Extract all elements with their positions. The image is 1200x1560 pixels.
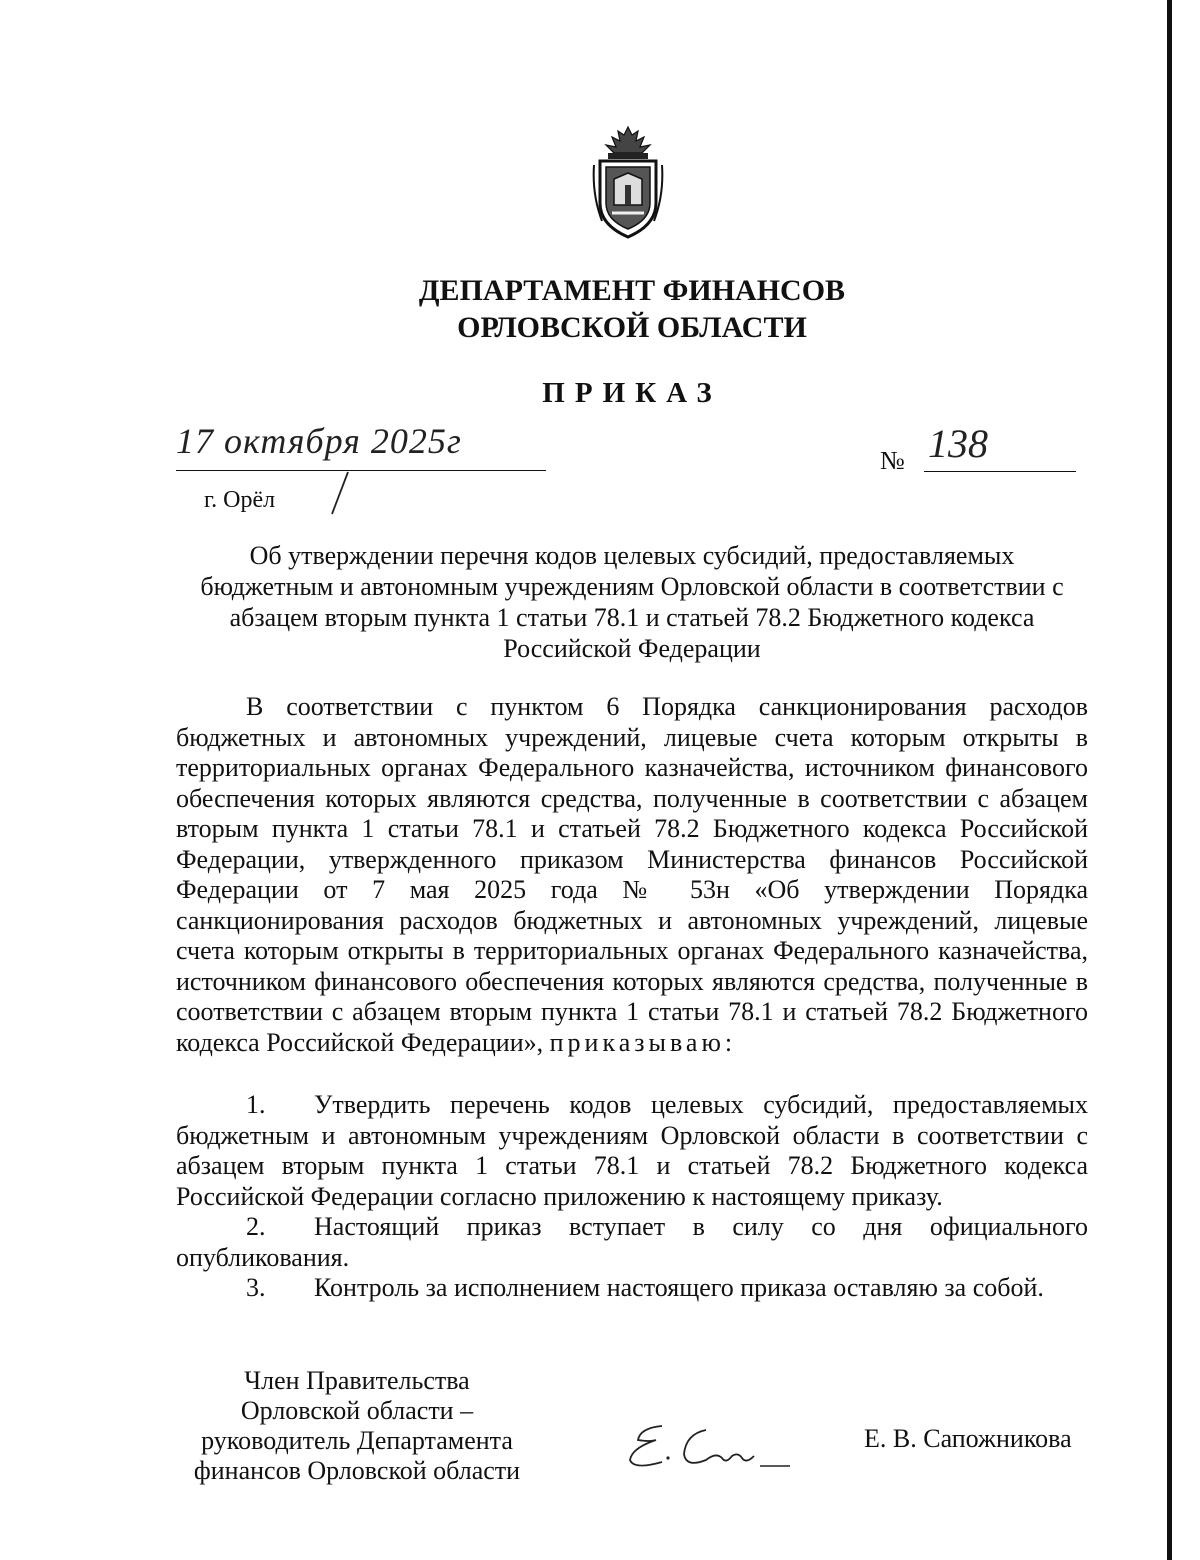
number-underline bbox=[924, 471, 1076, 472]
item-number: 3. bbox=[246, 1273, 266, 1302]
subject-line: Об утверждении перечня кодов целевых субсидий, предоставляемых bbox=[249, 541, 1015, 570]
number-label: № bbox=[880, 446, 905, 475]
directive-word: приказываю: bbox=[549, 1027, 737, 1057]
signer-position bbox=[176, 1366, 538, 1486]
position-line: руководитель Департамента bbox=[201, 1426, 513, 1455]
signer-name: Е. В. Сапожникова bbox=[864, 1424, 1072, 1453]
list-item bbox=[176, 1212, 1088, 1273]
list-item bbox=[176, 1090, 1088, 1212]
preamble-paragraph bbox=[176, 692, 1088, 1058]
position-line: Член Правительства bbox=[244, 1366, 470, 1395]
subject-line: абзацем вторым пункта 1 статьи 78.1 и статьей 78.2 Бюджетного кодекса bbox=[229, 603, 1035, 632]
department-title bbox=[300, 272, 964, 346]
preamble-text: В соответствии с пунктом 6 Порядка санкционирования расходов бюджетных и автономных учреждений, лицевые счета которым открыты в территориальных органах Федерального казначейства, источником финансового обеспечения которых являются средства, полученные в соответствии с абзацем вторым пункта 1 статьи 78.1 и статьей 78.2 Бюджетного кодекса Российской Федерации, утвержденного приказом Министерства финансов Российской Федерации от 7 мая 2025 года № 53н «Об утверждении Порядка санкционирования расходов бюджетных и автономных учреждений, лицевые счета которым открыты в территориальных органах Федерального казначейства, источником финансового обеспечения которых являются средства, полученные в соответствии с абзацем вторым пункта 1 статьи 78.1 и статьей 78.2 Бюджетного кодекса Российской Федерации», bbox=[176, 692, 1088, 1057]
item-number: 1. bbox=[246, 1090, 266, 1119]
department-line-2: ОРЛОВСКОЙ ОБЛАСТИ bbox=[457, 311, 807, 344]
position-line: финансов Орловской области bbox=[193, 1456, 521, 1485]
handwritten-number: 138 bbox=[928, 421, 988, 466]
subject-line: Российской Федерации bbox=[503, 634, 761, 663]
item-text: Контроль за исполнением настоящего приказа оставляю за собой. bbox=[314, 1273, 1044, 1302]
item-text: Настоящий приказ вступает в силу со дня официального опубликования. bbox=[176, 1212, 1088, 1272]
department-line-1: ДЕПАРТАМЕНТ ФИНАНСОВ bbox=[418, 274, 846, 307]
pen-stroke-icon bbox=[326, 470, 352, 516]
document-subject bbox=[176, 540, 1088, 664]
item-number: 2. bbox=[246, 1212, 266, 1241]
order-items bbox=[176, 1090, 1088, 1304]
subject-line: бюджетным и автономным учреждениям Орловской области в соответствии с bbox=[200, 572, 1064, 601]
date-underline bbox=[176, 470, 546, 471]
handwritten-signature-icon bbox=[622, 1418, 792, 1480]
city: г. Орёл bbox=[204, 487, 276, 513]
item-text: Утвердить перечень кодов целевых субсидий, предоставляемых бюджетным и автономным учреждениям Орловской области в соответствии с абзацем вторым пункта 1 статьи 78.1 и статьей 78.2 Бюджетного кодекса Российской Федерации согласно приложению к настоящему приказу. bbox=[176, 1090, 1088, 1211]
coat-of-arms-icon bbox=[592, 125, 664, 240]
document-type: ПРИКАЗ bbox=[542, 377, 722, 409]
list-item bbox=[176, 1273, 1088, 1304]
handwritten-date: 17 октября 2025г bbox=[176, 421, 462, 461]
scan-edge-line bbox=[1167, 0, 1172, 1560]
position-line: Орловской области – bbox=[240, 1396, 474, 1425]
